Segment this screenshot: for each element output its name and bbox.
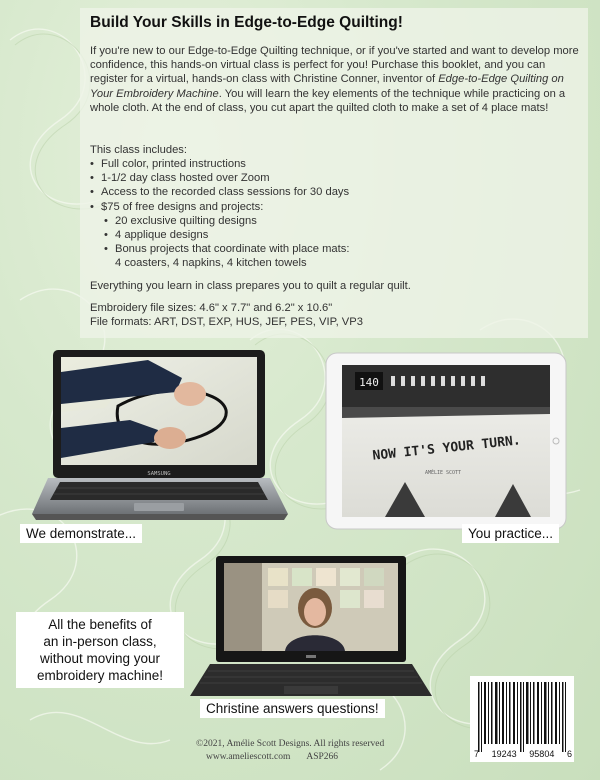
benefits-line: without moving your [39,651,161,666]
benefits-line: an in-person class, [43,634,157,649]
list-item-text: Access to the recorded class sessions for 30 days [101,186,350,199]
tablet-message: NOW IT'S YOUR TURN. [371,433,522,464]
web-line [206,752,338,762]
benefits-box [16,612,184,688]
list-item: • 1-1/2 day class hosted over Zoom [90,172,270,185]
list-item-text: 1-1/2 day class hosted over Zoom [101,172,270,185]
caption-questions: Christine answers questions! [200,699,385,718]
sub-list-item: • 20 exclusive quilting designs [104,214,257,227]
touchpad [134,503,184,511]
file-sizes: Embroidery file sizes: 4.6" x 7.7" and 6.2" x 10.6" [90,302,333,314]
bonus-detail: 4 coasters, 4 napkins, 4 kitchen towels [115,257,307,270]
caption-demonstrate: We demonstrate... [20,524,142,543]
hand [154,427,186,449]
list-item: • Full color, printed instructions [90,158,246,170]
sub-list-item-text: 4 applique designs [115,229,209,242]
headline: Build Your Skills in Edge-to-Edge Quilting! [90,14,403,31]
benefits-line: All the benefits of [48,617,152,632]
laptop-image [30,348,292,526]
tablet-logo: AMÉLIE SCOTT [424,470,462,476]
benefits-line: embroidery machine! [36,668,164,683]
everything-note: Everything you learn in class prepares you to quilt a regular quilt. [90,280,411,292]
caption-practice: You practice... [462,524,559,543]
product-code: ASP266 [306,752,339,762]
website: www.ameliescott.com [206,752,291,762]
barcode-digit: 19243 [491,749,517,759]
barcode-numbers [474,749,572,759]
file-formats: File formats: ART, DST, EXP, HUS, JEF, PES, VIP, VP3 [90,316,363,329]
surface-tablet-image [188,554,434,702]
sub-list-item: • 4 applique designs [104,229,209,242]
list-item-text: $75 of free designs and projects: [101,200,264,213]
book-title: Edge-to-Edge Quilting on Your Embroidery Machine [90,73,564,100]
sub-list-item: • Bonus projects that coordinate with place mats: [104,243,350,256]
tablet-image [325,352,567,530]
intro-text-before: If you're new to our Edge-to-Edge Quilting technique, or if you've started and want to develop more confidence, this hands-on virtual class is perfect for you! Purchase this booklet, and you can register for a virtual, hands-on class with Christine Conner, inventor of [90,45,579,86]
laptop-brand: SAMSUNG [147,471,171,477]
hand [174,382,206,406]
sub-list-item-text: 20 exclusive quilting designs [115,214,257,227]
list-item: • $75 of free designs and projects: [90,200,264,213]
barcode-digit: 6 [566,749,572,759]
intro-text-after: . You will learn the key elements of the technique while practicing on a whole cloth. At the end of class, you cut apart the quilted cloth to make a set of 4 place mats! [90,87,566,114]
typewriter-key-label: 140 [359,376,379,389]
copyright: ©2021, Amélie Scott Designs. All rights reserved [196,739,385,749]
list-item-text: Full color, printed instructions [101,158,246,170]
barcode-digit: 95804 [529,749,555,759]
includes-list [90,157,580,271]
barcode-digit: 7 [474,749,480,759]
includes-title: This class includes: [90,144,187,156]
list-item: • Access to the recorded class sessions for 30 days [90,186,350,199]
intro-paragraph [90,44,585,115]
presenter-face [304,598,326,626]
file-info [90,301,363,329]
windows-logo-icon [306,655,316,658]
sub-list-item-text: Bonus projects that coordinate with place mats: [115,243,350,256]
